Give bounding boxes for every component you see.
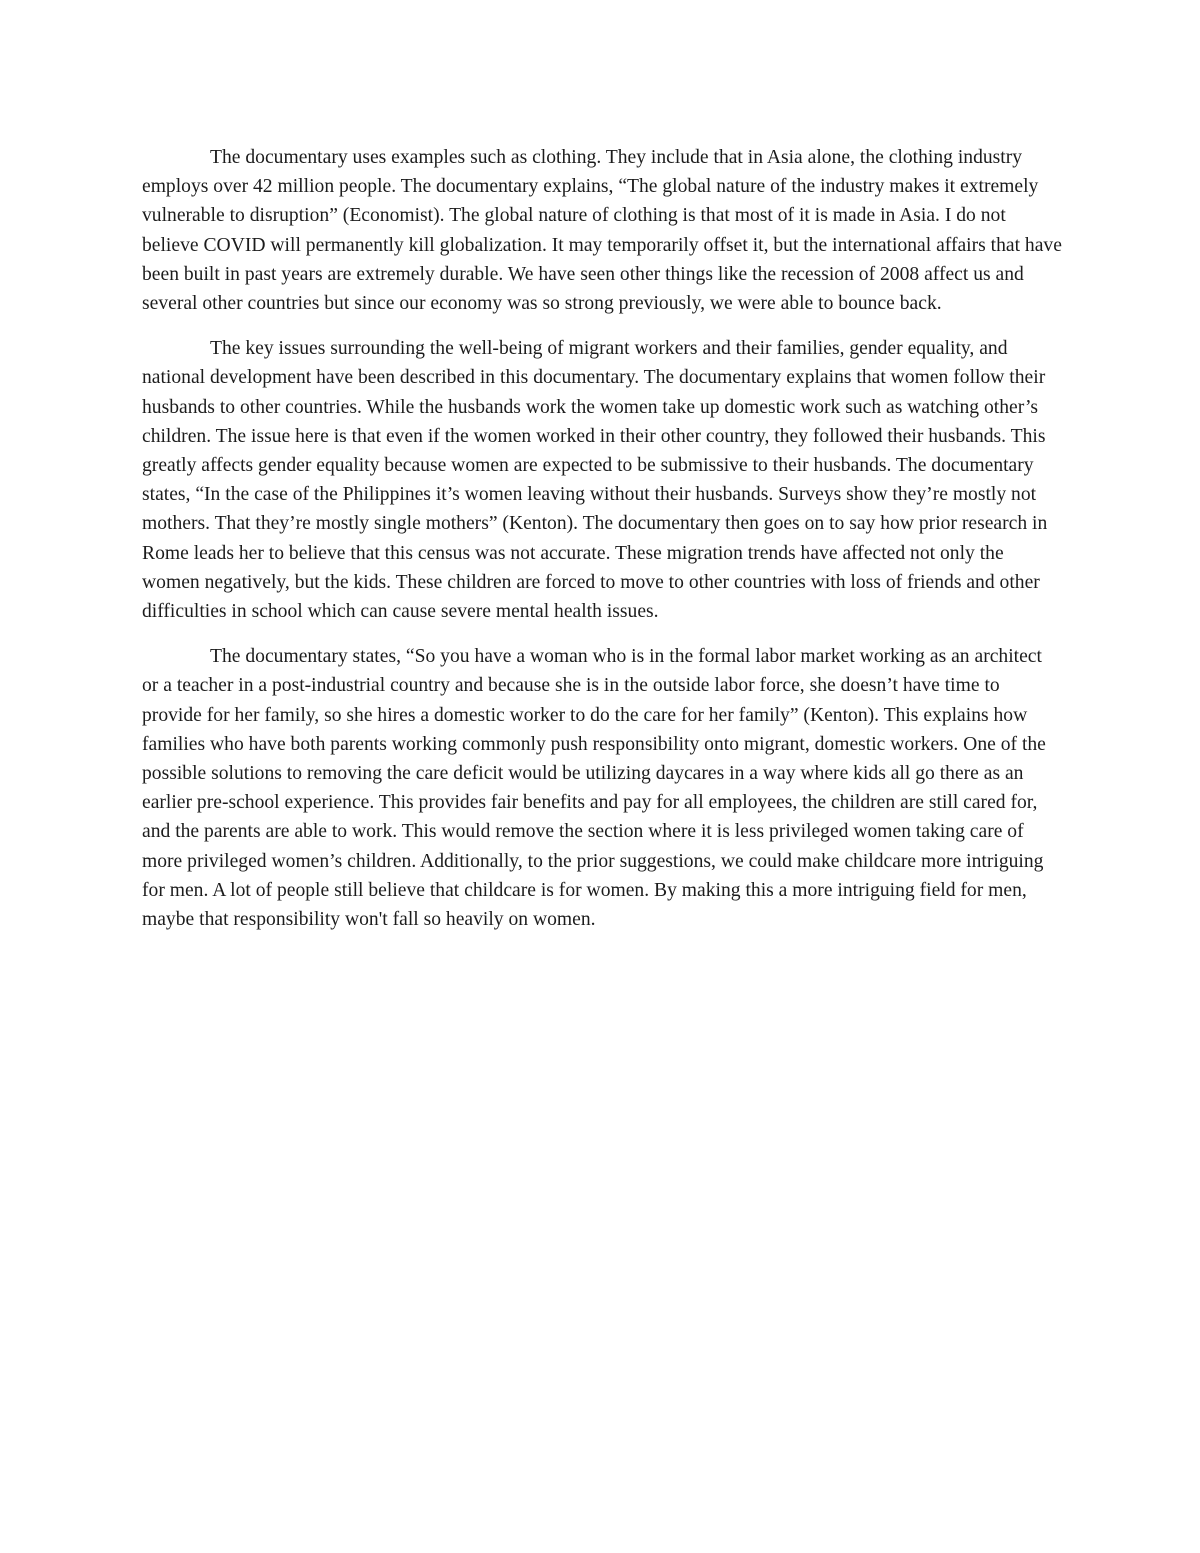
paragraph-3: The documentary states, “So you have a woman who is in the formal labor market working as an architect or a teacher in a post-industrial country and because she is in the outside labor force, she doesn’t have time to provide for her family, so she hires a domestic worker to do the care for her family” (Kenton). This explains how families who have both parents working commonly push responsibility onto migrant, domestic workers. One of the possible solutions to removing the care deficit would be utilizing daycares in a way where kids all go there as an earlier pre-school experience. This provides fair benefits and pay for all employees, the children are still cared for, and the parents are able to work. This would remove the section where it is less privileged women taking care of more privileged women’s children. Additionally, to the prior suggestions, we could make childcare more intriguing for men. A lot of people still believe that childcare is for women. By making this a more intriguing field for men, maybe that responsibility won't fall so heavily on women. (142, 646, 1046, 931)
document-body (142, 143, 1062, 950)
paragraph-2: The key issues surrounding the well-being of migrant workers and their families, gender equality, and national development have been described in this documentary. The documentary explains that women follow their husbands to other countries. While the husbands work the women take up domestic work such as watching other’s children. The issue here is that even if the women worked in their other country, they followed their husbands. This greatly affects gender equality because women are expected to be submissive to their husbands. The documentary states, “In the case of the Philippines it’s women leaving without their husbands. Surveys show they’re mostly not mothers. That they’re mostly single mothers” (Kenton). The documentary then goes on to say how prior research in Rome leads her to believe that this census was not accurate. These migration trends have affected not only the women negatively, but the kids. These children are forced to move to other countries with loss of friends and other difficulties in school which can cause severe mental health issues. (142, 338, 1048, 623)
paragraph-1: The documentary uses examples such as clothing. They include that in Asia alone, the clothing industry employs over 42 million people. The documentary explains, “The global nature of the industry makes it extremely vulnerable to disruption” (Economist). The global nature of clothing is that most of it is made in Asia. I do not believe COVID will permanently kill globalization. It may temporarily offset it, but the international affairs that have been built in past years are extremely durable. We have seen other things like the recession of 2008 affect us and several other countries but since our economy was so strong previously, we were able to bounce back. (142, 147, 1062, 315)
